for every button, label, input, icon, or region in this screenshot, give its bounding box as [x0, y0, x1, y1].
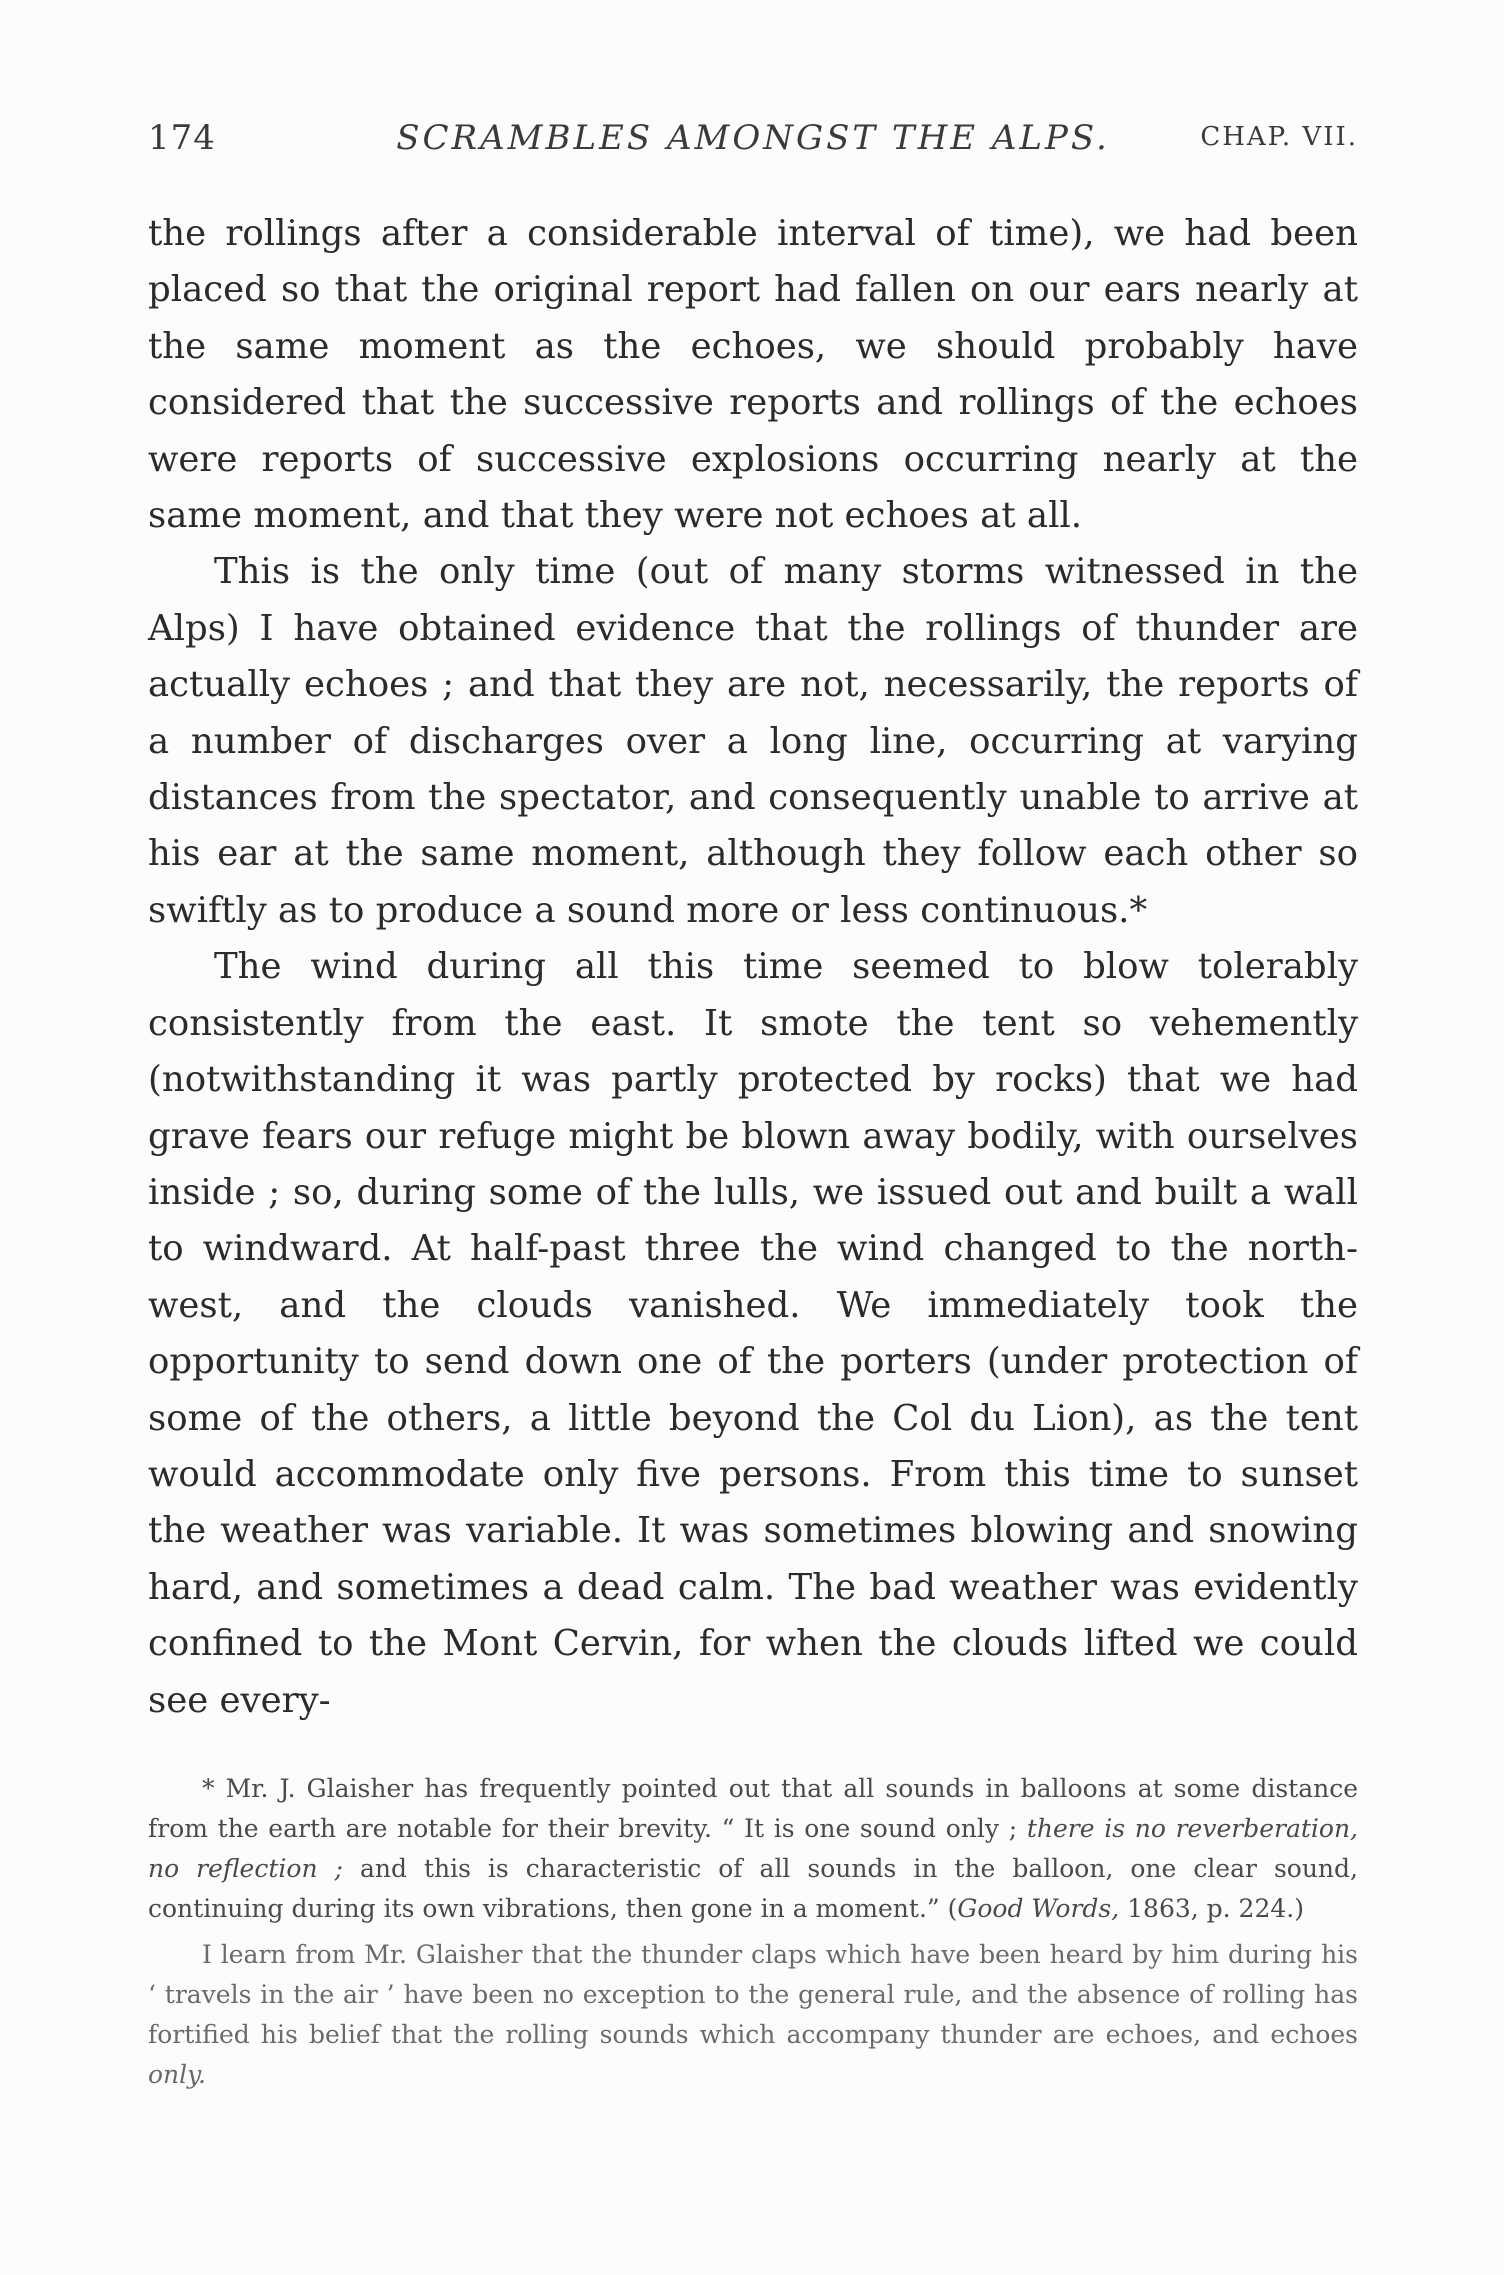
page-number: 174: [148, 118, 216, 158]
footnote-1-text-b: and this is characteristic of all sounds in the balloon, one clear sound, continuing during its own vibrations, then gone in a moment.” (: [148, 1853, 1358, 1923]
footnote-1-text-a: * Mr. J. Glaisher has frequently pointed out that all sounds in balloons at some distance from the earth are notable for their brevity. “ It is one sound only ;: [148, 1773, 1358, 1843]
paragraph-3: The wind during all this time seemed to blow tolerably consistently from the east. It smote the tent so vehemently (notwithstanding it was partly protected by rocks) that we had grave fears our refuge might be blown away bodily, with ourselves inside ; so, during some of the lulls, we issued out and built a wall to windward. At half-past three the wind changed to the north-west, and the clouds vanished. We immediately took the opportunity to send down one of the porters (under protection of some of the others, a little beyond the Col du Lion), as the tent would accommodate only five persons. From this time to sunset the weather was variable. It was sometimes blowing and snowing hard, and sometimes a dead calm. The bad weather was evidently confined to the Mont Cervin, for when the clouds lifted we could see every-: [148, 946, 1358, 1721]
footnotes: [148, 1769, 1358, 2095]
footnote-2-text: I learn from Mr. Glaisher that the thunder claps which have been heard by him during his ‘ travels in the air ’ have been no exception to the general rule, and the absence of rolling has fortified his belief that the rolling sounds which accompany thunder are echoes, and echoes: [148, 1939, 1358, 2049]
footnote-1-source: Good Words,: [957, 1893, 1120, 1923]
footnote-1-text-c: 1863, p. 224.): [1119, 1893, 1304, 1923]
paragraph-2: This is the only time (out of many storms witnessed in the Alps) I have obtained evidence that the rollings of thunder are actually echoes ; and that they are not, necessarily, the reports of a number of discharges over a long line, occurring at varying distances from the spectator, and consequently unable to arrive at his ear at the same moment, although they follow each other so swiftly as to produce a sound more or less continuous.*: [148, 551, 1358, 931]
footnote-1-emphasis: there is no reverberation, no reflection ;: [148, 1813, 1359, 1883]
book-page: [148, 118, 1358, 2095]
footnote-2-emphasis: only.: [148, 2059, 206, 2089]
footnote-1: [148, 1769, 1358, 1929]
running-head: [148, 118, 1358, 168]
paragraph-1: the rollings after a considerable interval of time), we had been placed so that the original report had fallen on our ears nearly at the same moment as the echoes, we should probably have considered that the successive reports and rollings of the echoes were reports of successive explosions occurring nearly at the same moment, and that they were not echoes at all.: [148, 213, 1358, 537]
running-title: SCRAMBLES AMONGST THE ALPS.: [396, 118, 1110, 158]
footnote-2: [148, 1935, 1358, 2095]
chapter-label: CHAP. VII.: [1200, 122, 1358, 152]
body-text: [148, 206, 1358, 1729]
